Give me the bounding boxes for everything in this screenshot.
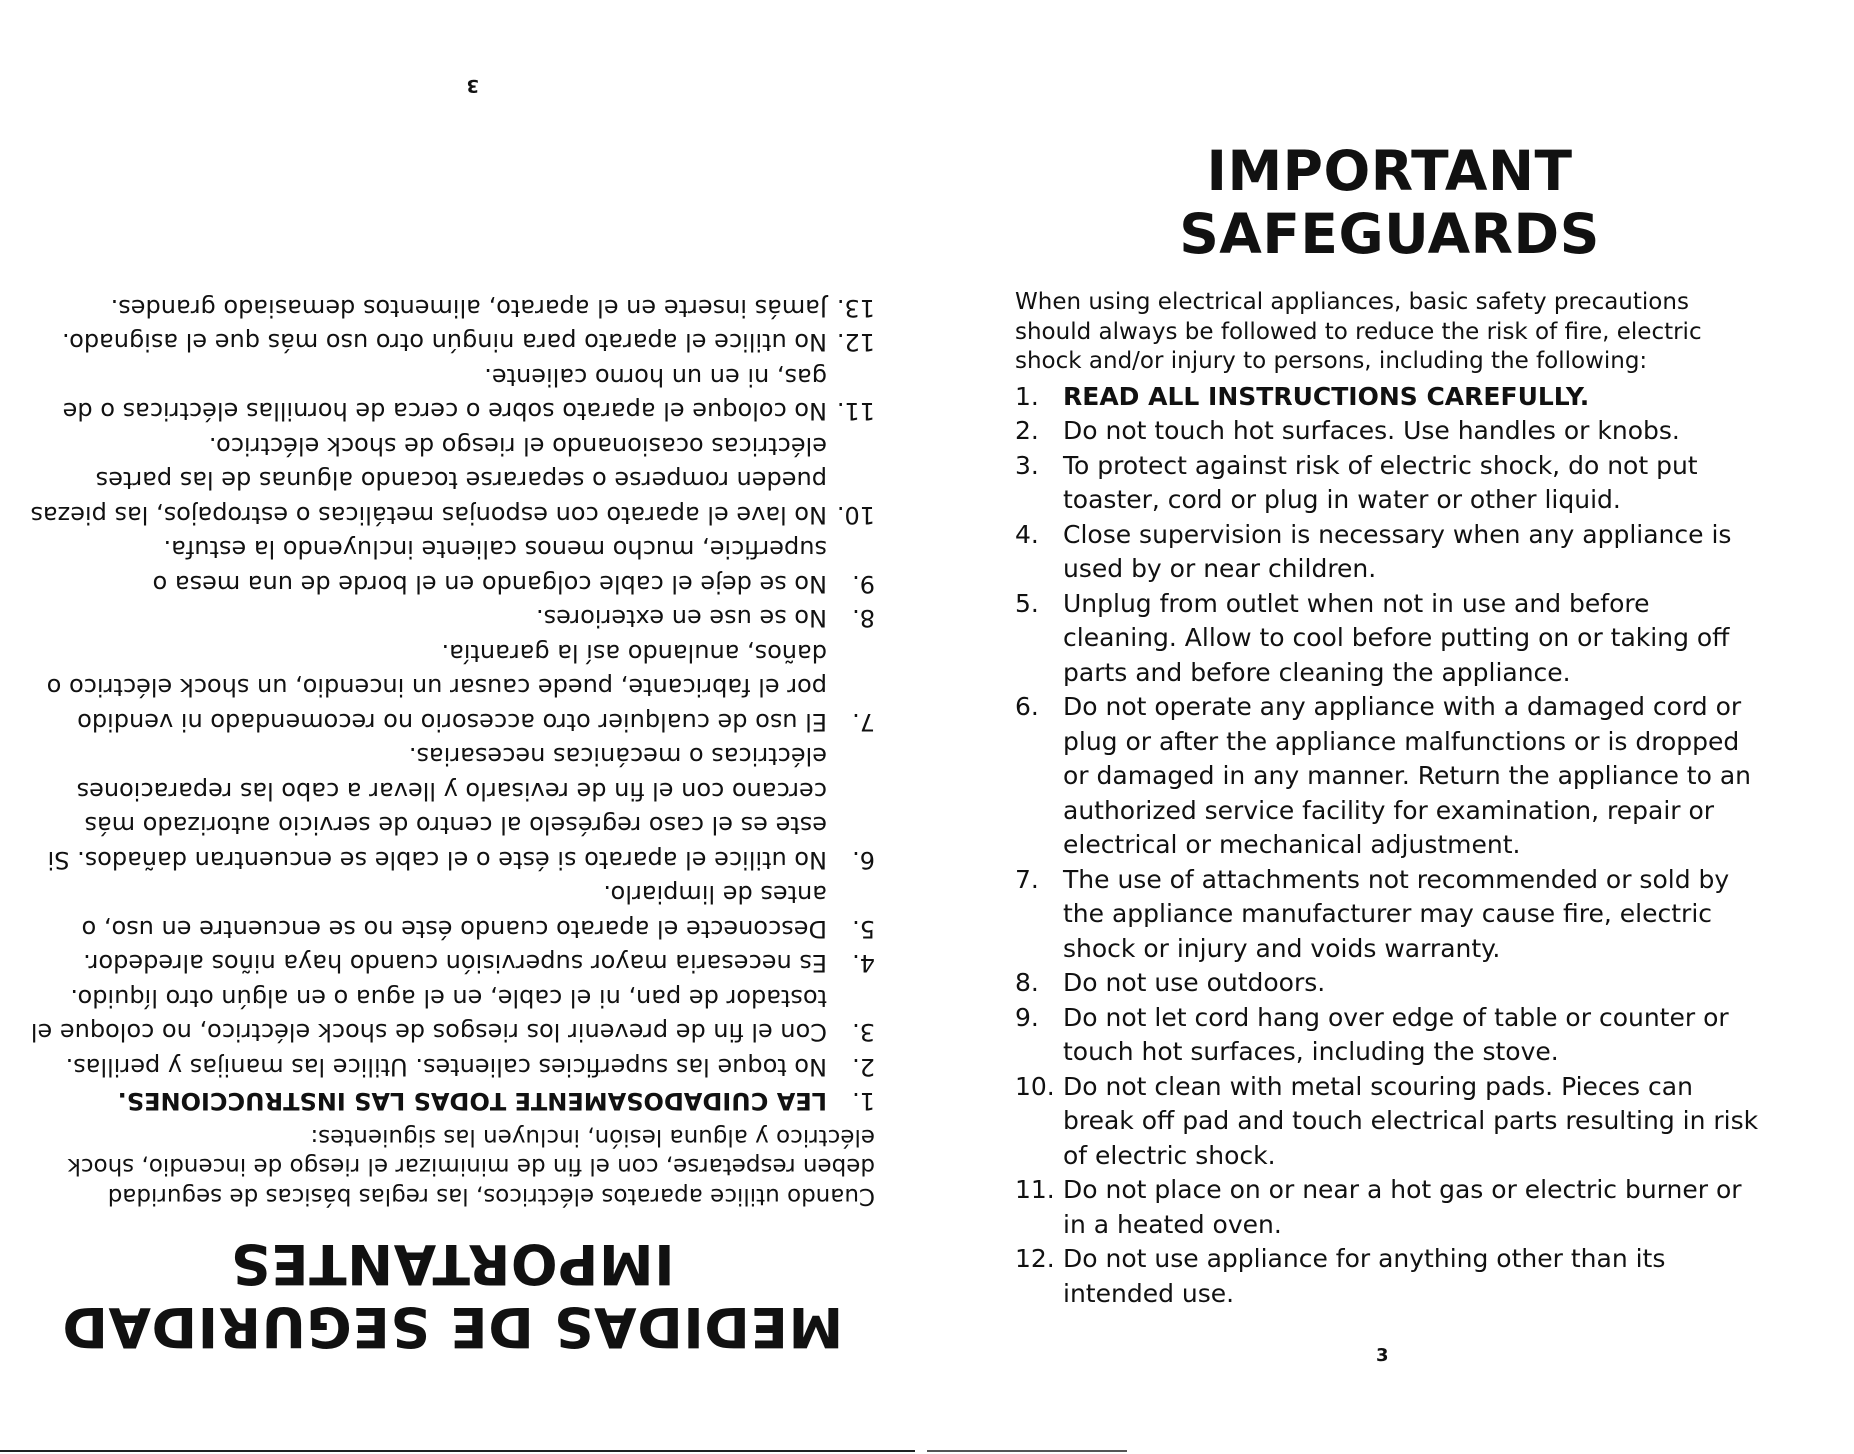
english-safeguard-item — [1015, 587, 1764, 691]
item-number: 2. — [852, 1053, 875, 1081]
item-number: 7. — [1015, 864, 1039, 894]
item-text: No se use en exteriores. — [535, 604, 827, 633]
item-text: Unplug from outlet when not in use and before cleaning. Allow to cool before putting on or taking off parts and before cleaning the appliance. — [1063, 588, 1730, 687]
item-number: 5. — [1015, 588, 1039, 618]
english-intro: When using electrical appliances, basic safety precautions should always be followed to reduce the risk of fire, electric shock and/or injury to persons, including the following: — [1015, 289, 1702, 374]
item-text: Con el fin de prevenir los riesgos de shock eléctrico, no coloque el tostador de pan, ni el cable, en el agua o en algún otro líquido. — [30, 984, 827, 1047]
item-number: 10. — [836, 501, 875, 529]
item-text: To protect against risk of electric shock, do not put toaster, cord or plug in water or other liquid. — [1063, 450, 1698, 514]
item-text: Do not place on or near a hot gas or electric burner or in a heated oven. — [1063, 1175, 1742, 1239]
english-content — [1015, 140, 1764, 1311]
item-number: 11. — [1015, 1175, 1055, 1204]
item-text: No coloque el aparato sobre o cerca de hornillas eléctricas o de gas, ni en un horno caliente. — [62, 363, 827, 426]
spanish-safeguard-item — [30, 739, 875, 877]
item-text: Es necesaria mayor supervisión cuando haya niños alrededor. — [83, 949, 827, 978]
item-number: 12. — [836, 328, 875, 357]
spanish-safeguard-item — [30, 429, 875, 533]
item-text: READ ALL INSTRUCTIONS CAREFULLY. — [1063, 381, 1590, 411]
item-text: Close supervision is necessary when any appliance is used by or near children. — [1063, 519, 1732, 583]
item-text: Do not touch hot surfaces. Use handles or knobs. — [1063, 416, 1680, 445]
english-page-number: 3 — [1376, 1345, 1389, 1366]
item-number: 1. — [852, 1087, 875, 1116]
english-title-line1: IMPORTANT — [1206, 139, 1573, 203]
item-number: 8. — [852, 604, 875, 633]
spanish-safeguard-list — [30, 291, 875, 1119]
spanish-safeguard-item — [30, 360, 875, 429]
item-number: 4. — [852, 949, 875, 978]
spanish-intro: Cuando utilice aparatos eléctricos, las reglas básicas de seguridad deben respetarse, con el fin de minimizar el riesgo de incendio, shock eléctrico y alguna lesión, incluyen las siguientes: — [67, 1124, 875, 1209]
item-text: The use of attachments not recommended or sold by the appliance manufacturer may cause fire, electric shock or injury and voids warranty. — [1063, 864, 1730, 963]
spanish-safeguard-item — [30, 325, 875, 360]
english-title-line2: SAFEGUARDS — [1179, 202, 1600, 266]
item-number: 2. — [1015, 416, 1039, 445]
spanish-safeguard-item — [30, 291, 875, 326]
spanish-safeguard-item — [30, 946, 875, 981]
english-safeguard-item — [1015, 1173, 1764, 1242]
item-text: No utilice el aparato si éste o el cable se encuentran dañados. Si este es el caso regréselo al centro de servicio autorizado más cercano con el fin de revisarlo y llevar a cabo las reparaciones eléctricas o mecánicas necesarias. — [47, 742, 827, 874]
english-safeguard-item — [1015, 863, 1764, 967]
item-number: 12. — [1015, 1244, 1055, 1273]
spanish-safeguard-item — [30, 636, 875, 740]
item-number: 9. — [1015, 1002, 1039, 1032]
item-number: 8. — [1015, 968, 1039, 997]
spanish-title-line1: MEDIDAS DE SEGURIDAD — [61, 1295, 844, 1359]
item-text: Do not let cord hang over edge of table or counter or touch hot surfaces, including the stove. — [1063, 1002, 1729, 1066]
item-text: Do not clean with metal scouring pads. Pieces can break off pad and touch electrical parts resulting in risk of electric shock. — [1063, 1071, 1759, 1170]
item-number: 9. — [852, 570, 875, 598]
item-text: LEA CUIDADOSAMENTE TODAS LAS INSTRUCCIONES. — [117, 1087, 827, 1116]
item-text: Jamás inserte en el aparato, alimentos demasiado grandes. — [110, 294, 827, 322]
spanish-safeguard-item — [30, 532, 875, 601]
spanish-title-line2: IMPORTANTES — [230, 1232, 675, 1296]
english-safeguard-item — [1015, 690, 1764, 863]
bottom-rule — [0, 1450, 915, 1452]
english-safeguard-item — [1015, 1070, 1764, 1174]
item-number: 13. — [836, 294, 875, 322]
item-text: Desconecte el aparato cuando éste no se encuentre en uso, o antes de limpiarlo. — [81, 880, 827, 943]
item-number: 3. — [852, 1018, 875, 1047]
spanish-safeguard-item — [30, 981, 875, 1050]
item-text: No se deje el cable colgando en el borde de una mesa o superficie, mucho menos caliente incluyendo la estufa. — [152, 535, 827, 598]
english-title — [1015, 140, 1764, 266]
item-number: 3. — [1015, 450, 1039, 480]
english-safeguard-item — [1015, 414, 1764, 449]
english-safeguard-item — [1015, 380, 1764, 415]
spanish-safeguard-item — [30, 1084, 875, 1119]
spanish-page-number: 3 — [466, 75, 479, 96]
item-number: 1. — [1015, 381, 1039, 411]
item-number: 7. — [852, 708, 875, 736]
item-number: 6. — [1015, 692, 1039, 721]
english-page — [927, 0, 1854, 1454]
bottom-rule — [927, 1450, 1127, 1452]
item-text: No lave el aparato con esponjas metálicas o estropajos, las piezas pueden romperse o separarse tocando algunas de las partes eléctricas ocasionando el riesgo de shock eléctrico. — [30, 432, 827, 529]
item-number: 5. — [852, 915, 875, 943]
spanish-safeguard-item — [30, 601, 875, 636]
english-safeguard-item — [1015, 1001, 1764, 1070]
item-number: 4. — [1015, 519, 1039, 549]
item-text: El uso de cualquier otro accesorio no recomendado ni vendido por el fabricante, puede causar un incendio, un shock eléctrico o daños, anulando así la garantía. — [46, 639, 827, 736]
spanish-safeguard-item — [30, 877, 875, 946]
spanish-content — [30, 291, 875, 1359]
english-safeguard-item — [1015, 518, 1764, 587]
item-text: No utilice el aparato para ningún otro uso más que el asignado. — [61, 328, 827, 357]
item-text: Do not use outdoors. — [1063, 968, 1326, 997]
english-safeguard-item — [1015, 966, 1764, 1001]
item-number: 10. — [1015, 1071, 1055, 1101]
english-safeguard-list — [1015, 380, 1764, 1312]
english-safeguard-item — [1015, 1242, 1764, 1311]
item-text: No toque las superficies calientes. Utilice las manijas y perillas. — [65, 1053, 827, 1081]
spanish-title — [30, 1232, 875, 1358]
item-number: 6. — [852, 846, 875, 874]
item-text: Do not use appliance for anything other than its intended use. — [1063, 1244, 1666, 1308]
spanish-safeguard-item — [30, 1050, 875, 1085]
item-number: 11. — [836, 397, 875, 426]
english-safeguard-item — [1015, 449, 1764, 518]
item-text: Do not operate any appliance with a damaged cord or plug or after the appliance malfunctions or is dropped or damaged in any manner. Return the appliance to an authorized service facility for examination, repair or electrical or mechanical adjustment. — [1063, 692, 1751, 859]
